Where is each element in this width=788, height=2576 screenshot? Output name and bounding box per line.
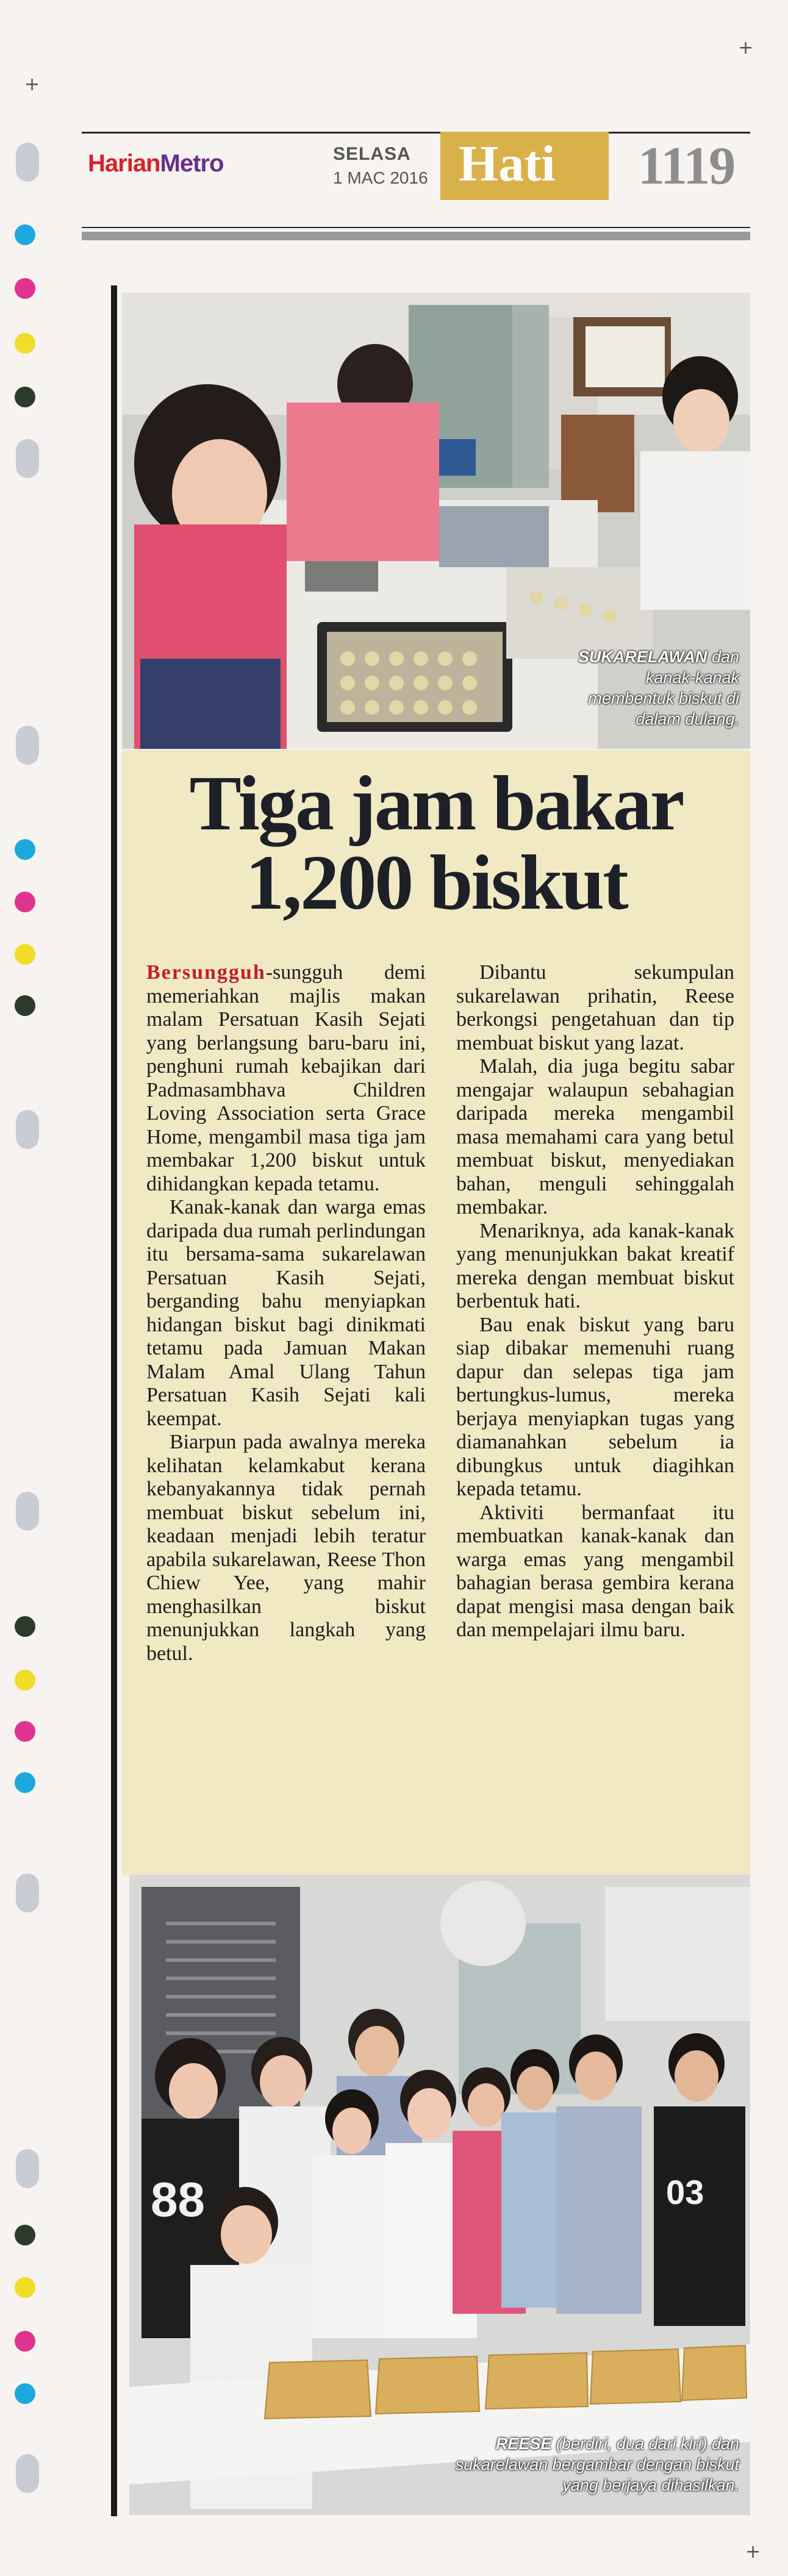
article-paragraph: Bau enak biskut yang baru siap dibakar memenuhi ruang dapur dan selepas tiga jam bertungkus-lumus, mereka berjaya menyiapkan tugas yang diamanahkan sebelum ia dibungkus untuk diagihkan kepada tetamu.	[456, 1313, 734, 1500]
article-paragraph: Dibantu sekumpulan sukarelawan prihatin, Reese berkongsi pengetahuan dan tip membuat biskut yang lazat.	[456, 961, 734, 1054]
registration-dot-black	[15, 1616, 35, 1637]
logo-part-2: Metro	[160, 150, 224, 177]
article-frame-bar	[111, 285, 117, 2516]
article-paragraph: Biarpun pada awalnya mereka kelihatan kelamkabut kerana kebanyakannya tidak pernah membuat biskut sebelum ini, keadaan menjadi lebih teratur apabila sukarelawan, Reese Thon Chiew Yee, yang mahir menghasilkan biskut menunjukkan langkah yang betul.	[146, 1431, 426, 1665]
registration-dot-cyan	[15, 839, 35, 860]
article-column-2	[456, 961, 734, 1642]
photo-caption	[453, 2433, 739, 2496]
issue-date: 1 MAC 2016	[333, 168, 428, 187]
header-rule	[82, 227, 750, 228]
article-paragraph: Malah, dia juga begitu sabar mengajar walaupun sebahagian daripada mereka mengambil masa memahami cara yang betul membuat biskut, menyediakan bahan, menguli sehinggalah membakar.	[456, 1055, 734, 1218]
article-paragraph: Aktiviti bermanfaat itu membuatkan kanak-kanak dan warga emas yang mengambil bahagian berasa gembira kerana dapat mengisi masa dengan baik dan mempelajari ilmu baru.	[456, 1501, 734, 1641]
page-number: 1119	[638, 137, 735, 196]
photo-caption	[556, 646, 739, 729]
photo-illustration	[129, 1875, 750, 2515]
registration-dot-magenta	[15, 892, 35, 912]
photo-group-with-biscuits	[129, 1875, 750, 2515]
photo-volunteers-baking	[122, 293, 750, 749]
article-paragraph: Menariknya, ada kanak-kanak yang menunjukkan bakat kreatif mereka dengan membuat biskut berbentuk hati.	[456, 1219, 734, 1312]
caption-lead: SUKARELAWAN	[578, 648, 707, 666]
registration-dot-magenta	[15, 278, 35, 299]
caption-lead: REESE	[495, 2435, 552, 2453]
section-tab	[440, 132, 609, 200]
shirt-number-03: 03	[666, 2173, 704, 2211]
headline	[146, 760, 726, 926]
registration-pill	[16, 1110, 39, 1149]
registration-pill	[16, 1492, 39, 1531]
headline-line-1: Tiga jam bakar	[189, 760, 683, 846]
issue-day: SELASA	[333, 144, 411, 164]
lead-word: Bersungguh	[146, 961, 266, 984]
registration-dot-yellow	[15, 2277, 35, 2298]
header-rule	[82, 132, 750, 134]
registration-dot-black	[15, 2225, 35, 2245]
caption-text: dan kanak-kanak membentuk biskut di dalam dulang.	[588, 648, 739, 728]
crosshair-mark: +	[745, 2541, 761, 2563]
article-column-1	[146, 961, 426, 1665]
caption-text: (berdiri, dua dari kiri) dan sukarelawan bergambar dengan biskut yang berjaya dihasilkan.	[455, 2435, 739, 2494]
article-paragraph	[146, 961, 426, 1196]
registration-dot-magenta	[15, 2331, 35, 2352]
crosshair-mark: +	[738, 37, 754, 59]
registration-pill	[16, 2454, 39, 2493]
registration-dot-yellow	[15, 1670, 35, 1690]
registration-dot-yellow	[15, 333, 35, 354]
shirt-number-88: 88	[151, 2172, 205, 2227]
registration-dot-cyan	[15, 2383, 35, 2404]
registration-pill	[16, 1873, 39, 1912]
section-name: Hati	[459, 135, 556, 192]
registration-dot-cyan	[15, 1772, 35, 1793]
registration-dot-cyan	[15, 224, 35, 245]
registration-pill	[16, 143, 39, 182]
registration-pill	[16, 2149, 39, 2188]
paragraph-text: -sungguh demi memeriahkan majlis makan malam Persatuan Kasih Sejati yang berlangsung baru-baru ini, penghuni rumah kebajikan dari Padmasambhava Children Loving Association serta Grace Home, mengambil masa tiga jam membakar 1,200 biskut untuk dihidangkan kepada tetamu.	[146, 961, 426, 1195]
registration-pill	[16, 726, 39, 765]
header-band	[82, 232, 750, 240]
article-paragraph: Kanak-kanak dan warga emas daripada dua rumah perlindungan itu bersama-sama sukarelawan Persatuan Kasih Sejati, berganding bahu menyiapkan hidangan biskut bagi dinikmati tetamu pada Jamuan Makan Malam Amal Ulang Tahun Persatuan Kasih Sejati kali keempat.	[146, 1196, 426, 1430]
registration-pill	[16, 439, 39, 478]
crosshair-mark: +	[24, 74, 40, 95]
headline-line-2: 1,200 biskut	[245, 839, 627, 926]
registration-dot-yellow	[15, 944, 35, 965]
newspaper-logo	[88, 150, 223, 177]
registration-dot-magenta	[15, 1721, 35, 1742]
registration-dot-black	[15, 995, 35, 1016]
registration-dot-black	[15, 387, 35, 407]
logo-part-1: Harian	[88, 150, 160, 177]
